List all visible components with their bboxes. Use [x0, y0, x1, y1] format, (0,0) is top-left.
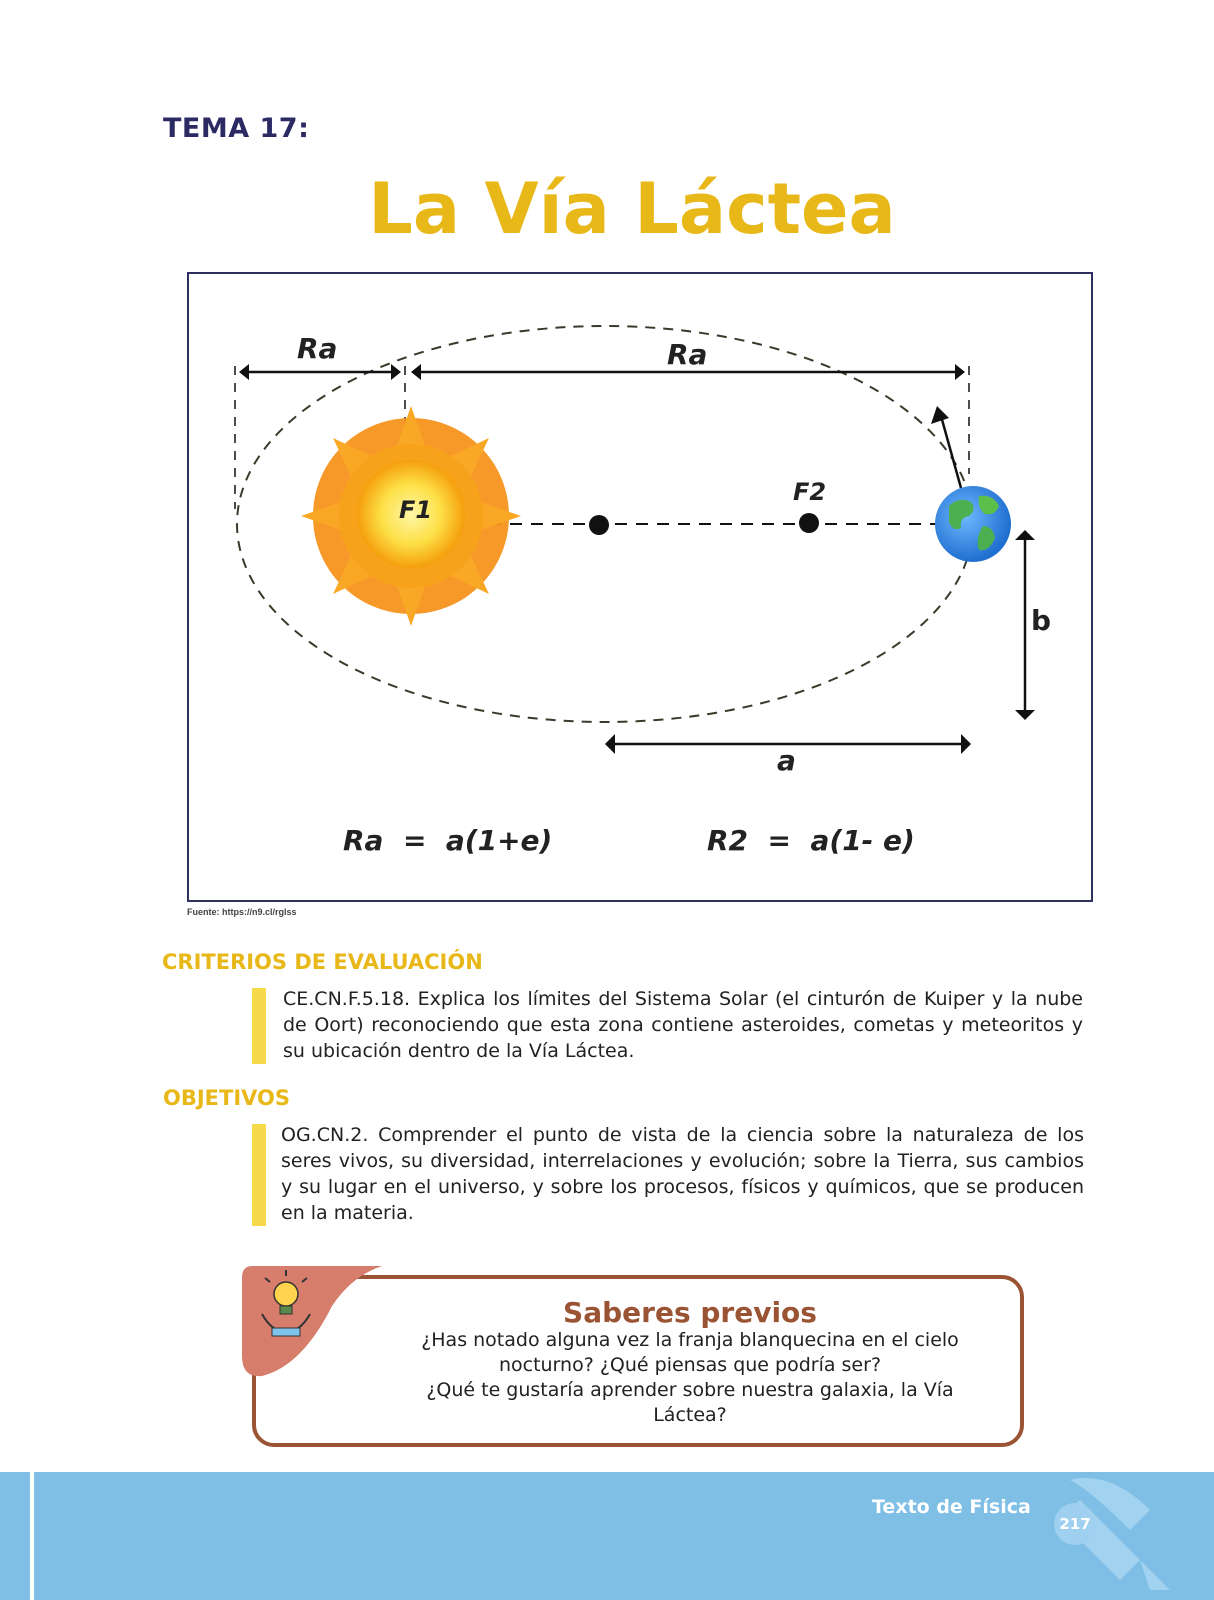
footer-band — [0, 1472, 1214, 1600]
figure-source: Fuente: https://n9.cl/rglss — [187, 907, 297, 917]
label-b: b — [1031, 604, 1052, 637]
criterios-title: CRITERIOS DE EVALUACIÓN — [162, 950, 483, 974]
focus-f2-point — [799, 513, 819, 533]
criterios-text: CE.CN.F.5.18. Explica los límites del Sistema Solar (el cinturón de Kuiper y la nube de Oort) reconociendo que esta zona contiene asteroides, cometas y meteoritos y su ubicación dentro de la Vía Láctea. — [283, 988, 1083, 1062]
label-f1: F1 — [399, 496, 433, 524]
tema-label: TEMA 17: — [163, 113, 310, 144]
page-title: La Vía Láctea — [368, 168, 896, 250]
formula-left: Ra = a(1+e) — [343, 824, 553, 857]
center-point — [589, 515, 609, 535]
label-ra-left: Ra — [297, 332, 338, 365]
footer-divider — [30, 1472, 34, 1600]
lightbulb-hands-icon — [242, 1266, 392, 1384]
objetivos-text: OG.CN.2. Comprender el punto de vista de la ciencia sobre la naturaleza de los seres vivos, su diversidad, interrelaciones y evolución; sobre la Tierra, sus cambios y su lugar en el universo, y sobre los procesos, físicos y químicos, que se producen en la materia. — [281, 1124, 1084, 1224]
saberes-line1: ¿Has notado alguna vez la franja blanquecina en el cielo nocturno? ¿Qué piensas que podría ser? — [421, 1329, 959, 1376]
saberes-title: Saberes previos — [563, 1296, 817, 1329]
earth-icon — [935, 486, 1011, 562]
saberes-text — [400, 1328, 980, 1428]
label-a: a — [777, 744, 796, 777]
orbit-diagram — [187, 272, 1093, 902]
objetivos-title: OBJETIVOS — [163, 1086, 291, 1110]
formula-right: R2 = a(1- e) — [707, 824, 915, 857]
label-f2: F2 — [793, 478, 827, 506]
objetivos-bar — [252, 1124, 266, 1226]
footer-book-title: Texto de Física — [872, 1496, 1031, 1518]
criterios-bar — [252, 988, 266, 1064]
label-ra-top: Ra — [667, 338, 708, 371]
saberes-line2: ¿Qué te gustaría aprender sobre nuestra galaxia, la Vía Láctea? — [426, 1379, 954, 1426]
page-number: 217 — [1054, 1503, 1096, 1545]
